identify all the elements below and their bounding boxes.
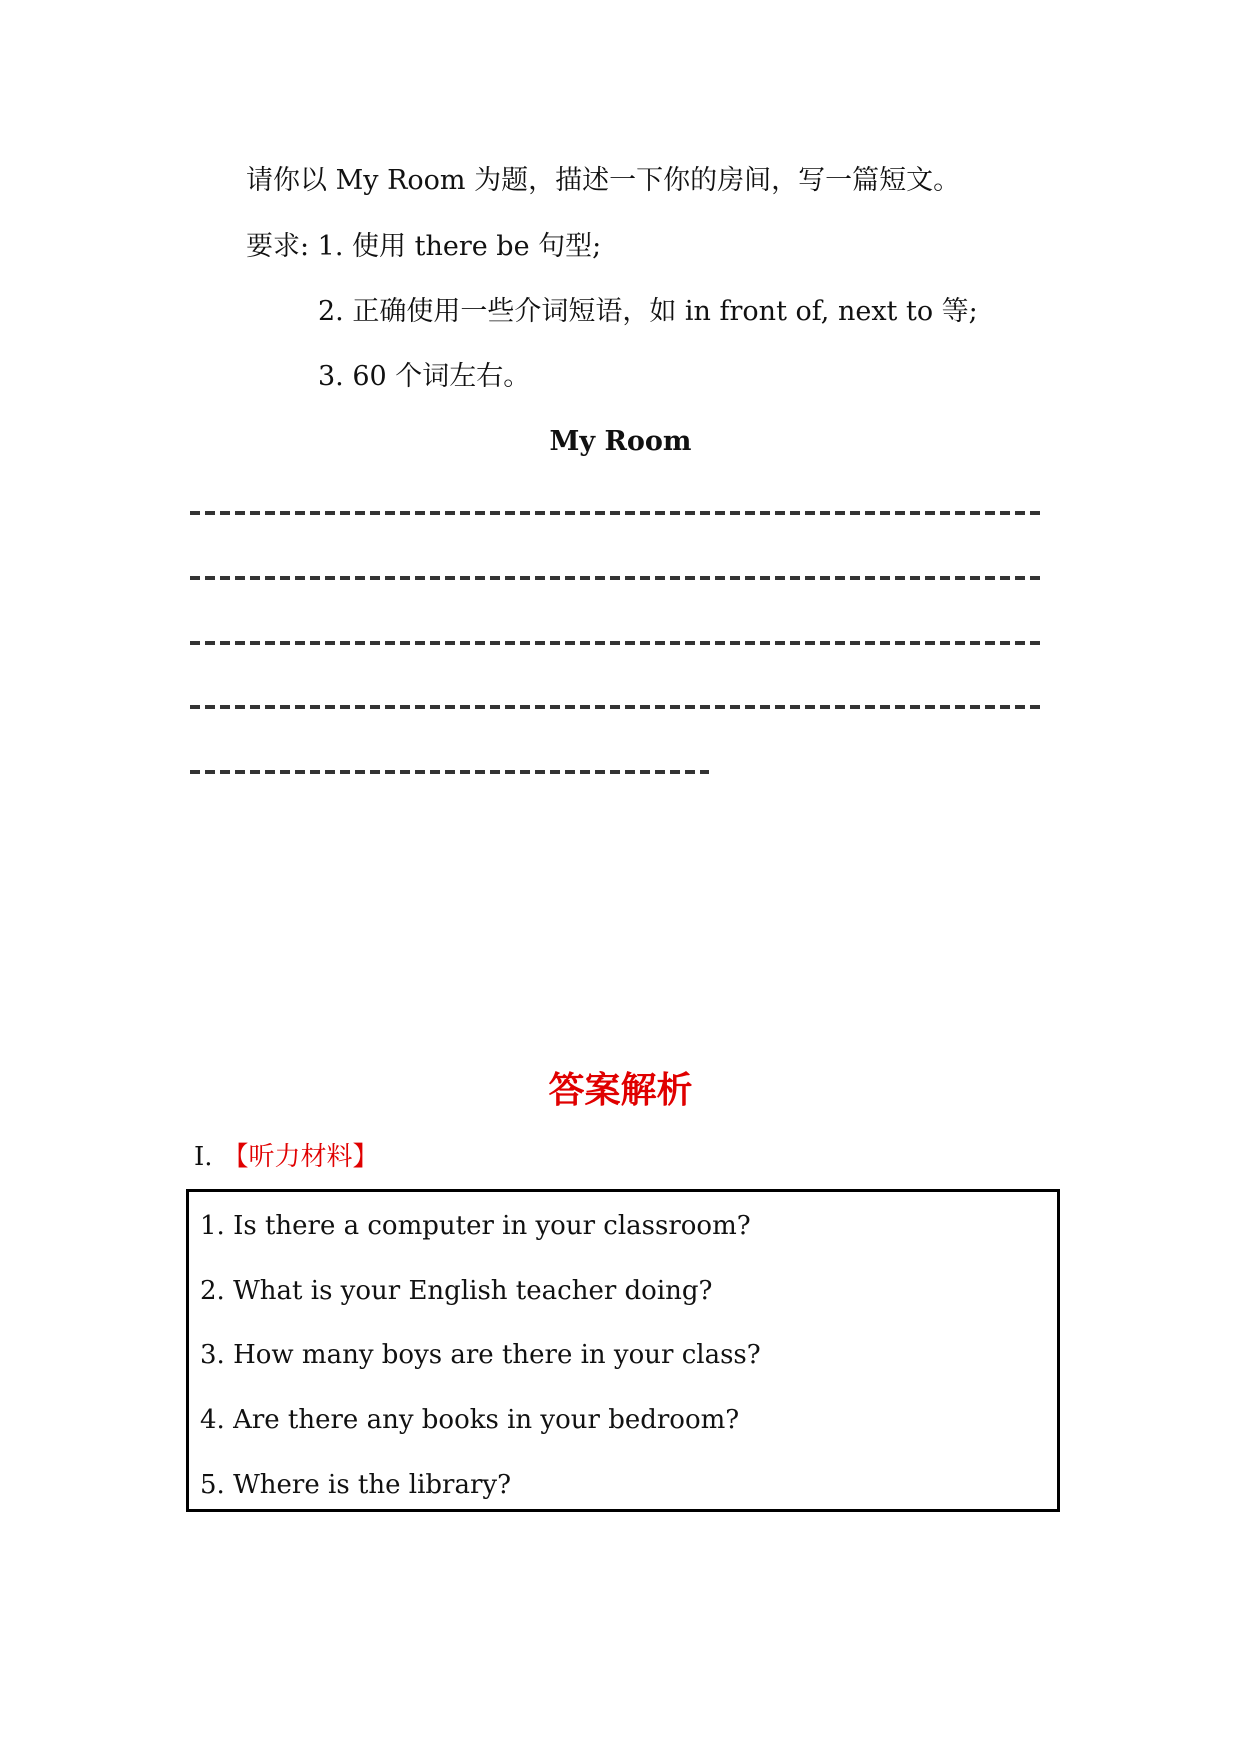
answer-section-title: 答案解析: [548, 1070, 693, 1111]
writing-line: [190, 576, 1042, 580]
listening-material-box: [186, 1189, 1060, 1512]
listening-question: 1. Is there a computer in your classroom?: [200, 1211, 751, 1241]
listening-material-label: 【听力材料】: [222, 1142, 379, 1172]
essay-title: My Room: [549, 426, 692, 457]
writing-line: [190, 770, 709, 774]
listening-question: 2. What is your English teacher doing?: [200, 1276, 713, 1306]
listening-question: 4. Are there any books in your bedroom?: [200, 1405, 740, 1435]
listening-question: 3. How many boys are there in your class?: [200, 1340, 761, 1370]
writing-line: [190, 511, 1042, 515]
writing-line: [190, 705, 1042, 709]
requirement-2: 2. 正确使用一些介词短语，如 in front of, next to 等;: [318, 296, 978, 327]
writing-prompt: 请你以 My Room 为题，描述一下你的房间，写一篇短文。: [246, 165, 961, 196]
writing-line: [190, 641, 1042, 645]
requirement-3: 3. 60 个词左右。: [318, 361, 531, 392]
listening-question: 5. Where is the library?: [200, 1470, 512, 1500]
listening-section-heading: [194, 1140, 379, 1174]
section-numeral: Ⅰ.: [194, 1142, 213, 1172]
requirement-1: 要求: 1. 使用 there be 句型;: [246, 231, 602, 262]
